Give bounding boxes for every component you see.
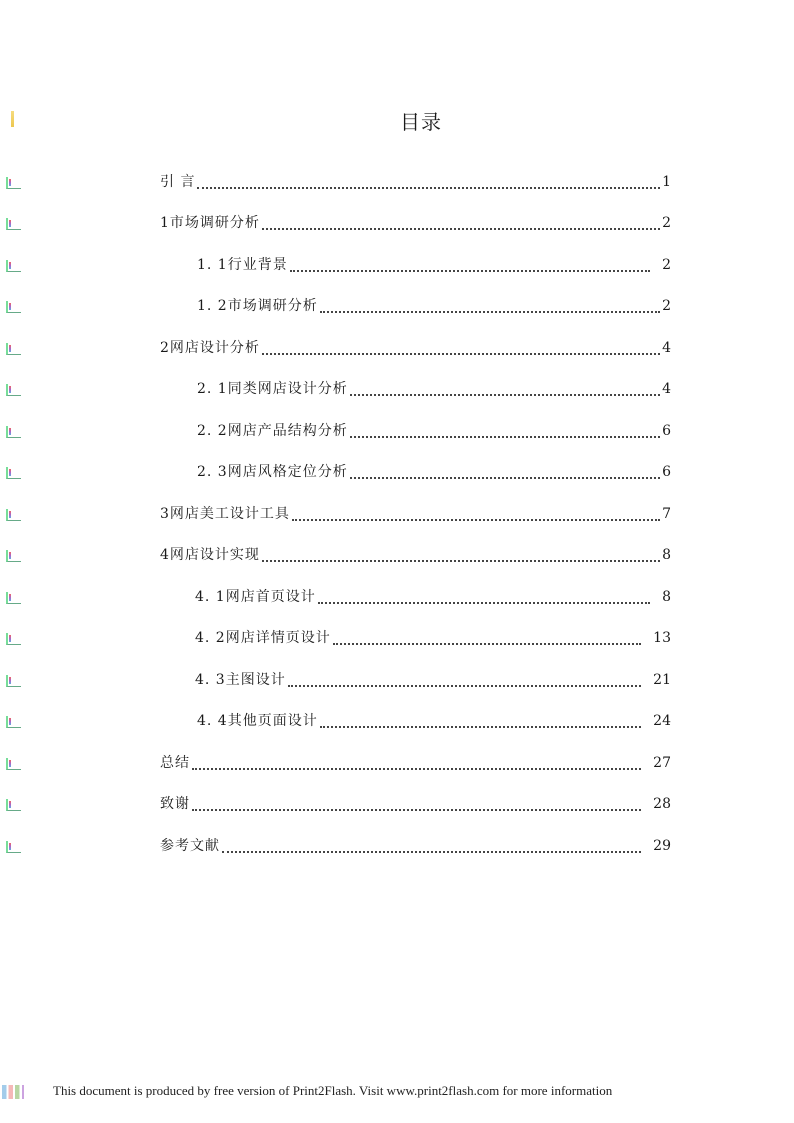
toc-entry-label: 1. 1行业背景 [197, 257, 288, 273]
marker-icon [6, 343, 21, 355]
marker-icon [6, 426, 21, 438]
marker-icon [6, 218, 21, 230]
toc-entry-page: 2 [662, 215, 671, 231]
toc-entry-page: 24 [653, 713, 671, 729]
toc-entry[interactable] [160, 835, 673, 857]
toc-leader-dots [197, 187, 660, 189]
toc-entry-label: 1市场调研分析 [160, 215, 260, 231]
page-title: 目录 [400, 110, 442, 134]
toc-entry-page: 4 [662, 340, 671, 356]
toc-entry-label: 参考文献 [160, 838, 220, 854]
toc-entry[interactable] [197, 378, 673, 400]
toc-leader-dots [333, 643, 641, 645]
toc-entry-page: 2 [662, 257, 671, 273]
toc-entry-label: 引 言 [160, 174, 196, 190]
toc-entry-label: 致谢 [160, 796, 190, 812]
toc-entry[interactable] [195, 627, 673, 649]
toc-leader-dots [350, 477, 660, 479]
toc-entry-page: 27 [653, 755, 671, 771]
toc-entry[interactable] [195, 586, 673, 608]
toc-leader-dots [262, 353, 660, 355]
marker-icon [6, 177, 21, 189]
toc-entry-page: 6 [662, 423, 671, 439]
toc-leader-dots [320, 311, 660, 313]
toc-entry[interactable] [160, 544, 673, 566]
toc-entry-label: 4. 2网店详情页设计 [195, 630, 331, 646]
toc-entry-page: 6 [662, 464, 671, 480]
marker-icon [6, 260, 21, 272]
toc-leader-dots [262, 560, 660, 562]
marker-icon [6, 467, 21, 479]
toc-entry-page: 7 [662, 506, 671, 522]
toc-leader-dots [318, 602, 650, 604]
marker-icon [6, 592, 21, 604]
toc-leader-dots [262, 228, 660, 230]
toc-entry-label: 2. 2网店产品结构分析 [197, 423, 348, 439]
marker-icon [6, 716, 21, 728]
toc-entry-page: 1 [662, 174, 671, 190]
marker-icon [6, 841, 21, 853]
toc-entry-label: 4网店设计实现 [160, 547, 260, 563]
toc-entry-page: 2 [662, 298, 671, 314]
marker-icon [6, 550, 21, 562]
toc-entry-label: 总结 [160, 755, 190, 771]
toc-entry[interactable] [160, 793, 673, 815]
marker-icon [6, 799, 21, 811]
toc-entry-label: 4. 4其他页面设计 [197, 713, 318, 729]
toc-entry[interactable] [160, 212, 673, 234]
toc-entry-label: 2. 3网店风格定位分析 [197, 464, 348, 480]
toc-entry-page: 8 [662, 589, 671, 605]
toc-entry[interactable] [197, 710, 673, 732]
marker-icon [6, 509, 21, 521]
toc-entry-label: 4. 3主图设计 [195, 672, 286, 688]
toc-entry-page: 13 [653, 630, 671, 646]
toc-entry[interactable] [197, 461, 673, 483]
toc-leader-dots [292, 519, 660, 521]
marker-icon [6, 633, 21, 645]
toc-entry[interactable] [197, 254, 673, 276]
toc-entry[interactable] [195, 669, 673, 691]
toc-entry[interactable] [160, 752, 673, 774]
toc-leader-dots [290, 270, 650, 272]
toc-entry[interactable] [160, 503, 673, 525]
toc-entry[interactable] [197, 295, 673, 317]
marker-icon [6, 675, 21, 687]
toc-entry[interactable] [197, 420, 673, 442]
toc-entry-label: 1. 2市场调研分析 [197, 298, 318, 314]
toc-leader-dots [320, 726, 641, 728]
toc-entry-page: 29 [653, 838, 671, 854]
toc-entry-label: 2. 1同类网店设计分析 [197, 381, 348, 397]
toc-entry[interactable] [160, 337, 673, 359]
toc-leader-dots [350, 394, 660, 396]
toc-leader-dots [192, 768, 641, 770]
marker-icon [6, 301, 21, 313]
toc-leader-dots [222, 851, 641, 853]
toc-entry[interactable] [160, 171, 673, 193]
toc-leader-dots [192, 809, 641, 811]
toc-entry-label: 2网店设计分析 [160, 340, 260, 356]
toc-entry-page: 28 [653, 796, 671, 812]
toc-leader-dots [288, 685, 641, 687]
watermark-footer: This document is produced by free version of Print2Flash. Visit www.print2flash.com for more information [53, 1083, 613, 1098]
toc-entry-page: 4 [662, 381, 671, 397]
toc-entry-page: 8 [662, 547, 671, 563]
marker-icon [6, 384, 21, 396]
toc-leader-dots [350, 436, 660, 438]
print2flash-logo [2, 1085, 24, 1099]
toc-entry-label: 3网店美工设计工具 [160, 506, 290, 522]
toc-entry-page: 21 [653, 672, 671, 688]
toc-entry-label: 4. 1网店首页设计 [195, 589, 316, 605]
marker-icon [6, 758, 21, 770]
